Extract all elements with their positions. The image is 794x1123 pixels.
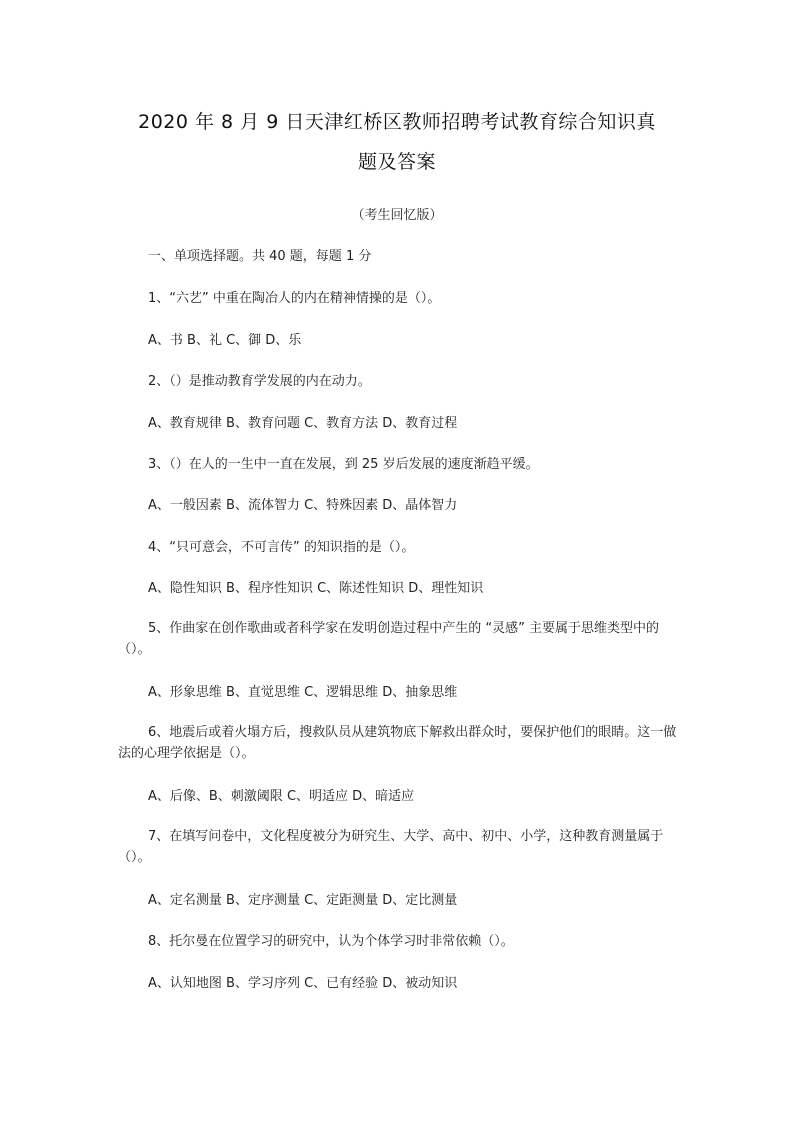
document-subtitle: （考生回忆版） bbox=[351, 208, 443, 223]
question-4-options: A、隐性知识 B、程序性知识 C、陈述性知识 D、理性知识 bbox=[148, 581, 484, 596]
question-6-stem: 6、地震后或着火塌方后，搜救队员从建筑物底下解救出群众时，要保护他们的眼睛。这一做法的心理学依据是（）。 bbox=[118, 725, 677, 761]
question-3-options: A、一般因素 B、流体智力 C、特殊因素 D、晶体智力 bbox=[148, 498, 458, 513]
section-heading: 一、单项选择题。共 40 题，每题 1 分 bbox=[148, 249, 372, 264]
question-2-stem: 2、（）是推动教育学发展的内在动力。 bbox=[148, 374, 371, 389]
question-7-options: A、定名测量 B、定序测量 C、定距测量 D、定比测量 bbox=[148, 893, 458, 908]
question-5-options: A、形象思维 B、直觉思维 C、逻辑思维 D、抽象思维 bbox=[148, 685, 458, 700]
question-2-options: A、教育规律 B、教育问题 C、教育方法 D、教育过程 bbox=[148, 416, 458, 431]
question-8-stem: 8、托尔曼在位置学习的研究中，认为个体学习时非常依赖（）。 bbox=[148, 934, 514, 949]
question-4-stem: 4、“只可意会，不可言传” 的知识指的是（）。 bbox=[148, 540, 415, 555]
document-title-line-1: 2020 年 8 月 9 日天津红桥区教师招聘考试教育综合知识真 bbox=[138, 111, 656, 133]
question-5-stem: 5、作曲家在创作歌曲或者科学家在发明创造过程中产生的 “灵感” 主要属于思维类型中的（）。 bbox=[118, 621, 660, 657]
question-1-stem: 1、“六艺” 中重在陶冶人的内在精神情操的是（）。 bbox=[148, 291, 441, 306]
document-title-line-2: 题及答案 bbox=[357, 151, 436, 173]
question-1-options: A、书 B、礼 C、御 D、乐 bbox=[148, 333, 302, 348]
question-7-stem: 7、在填写问卷中，文化程度被分为研究生、大学、高中、初中、小学，这种教育测量属于（）。 bbox=[118, 829, 664, 865]
question-3-stem: 3、（）在人的一生中一直在发展，到 25 岁后发展的速度渐趋平缓。 bbox=[148, 457, 539, 472]
question-6-options: A、后像、B、刺激阈限 C、明适应 D、暗适应 bbox=[148, 789, 415, 804]
question-8-options: A、认知地图 B、学习序列 C、已有经验 D、被动知识 bbox=[148, 976, 458, 991]
